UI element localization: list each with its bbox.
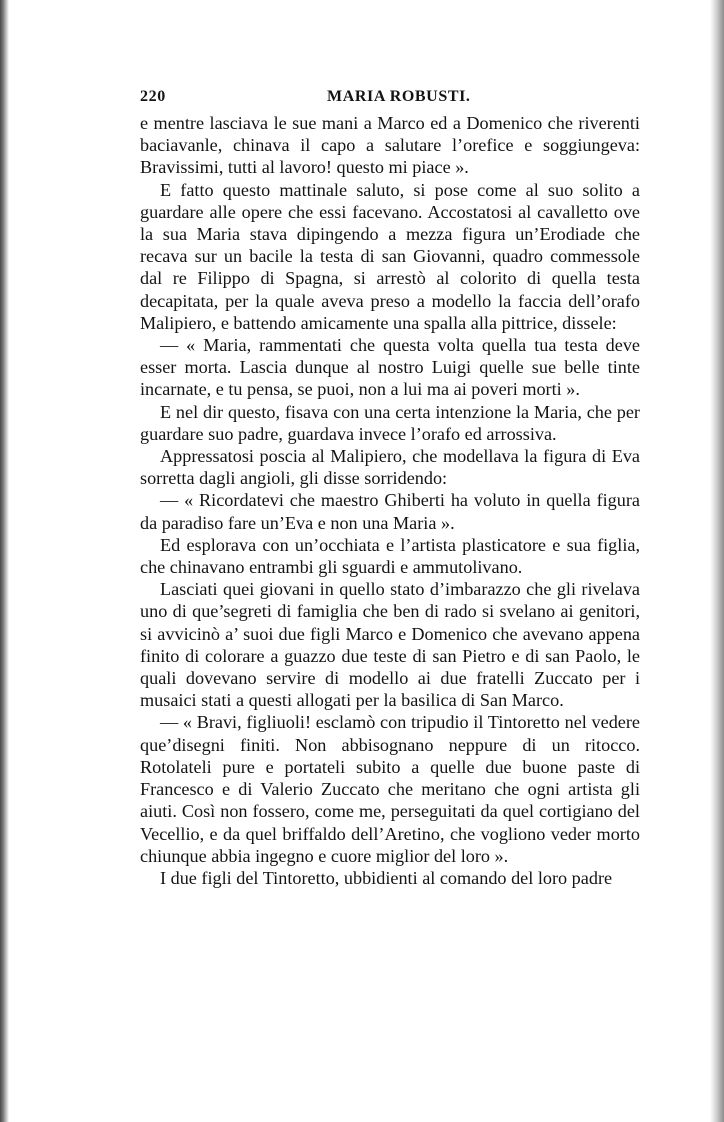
paragraph: Appressatosi poscia al Malipiero, che modellava la figura di Eva sorretta dagli angioli, gli disse sorridendo: (140, 446, 640, 489)
paragraph: Lasciati quei giovani in quello stato d’imbarazzo che gli rivelava uno di que’segreti di famiglia che ben di rado si svelano ai genitori, si avvicinò a’ suoi due figli Marco e Domenico che avevano appena finito di colorare a guazzo due teste di san Pietro e di san Paolo, le quali dovevano servire di modello ai due fratelli Zuccato per i musaici stati a questi allogati per la basilica di San Marco. (140, 579, 640, 711)
paragraph: — « Bravi, figliuoli! esclamò con tripudio il Tintoretto nel vedere que’disegni finiti. Non abbisognano neppure di un ritocco. Rotolateli pure e portateli subito a quelle due buone paste di Francesco e di Valerio Zuccato che meritano che ogni artista gli aiuti. Così non fossero, come me, perseguitati da quel cortigiano del Vecellio, e da quel briffaldo dell’Aretino, che vogliono veder morto chiunque abbia ingegno e cuore miglior del loro ». (140, 712, 640, 866)
paragraph: — « Ricordatevi che maestro Ghiberti ha voluto in quella figura da paradiso fare un’Eva e non una Maria ». (140, 490, 640, 533)
running-header (140, 88, 640, 112)
paragraph: Ed esplorava con un’occhiata e l’artista plasticatore e sua figlia, che chinavano entrambi gli sguardi e ammutolivano. (140, 534, 640, 578)
page-edge-shadow (710, 0, 724, 1122)
paragraph: E fatto questo mattinale saluto, si pose come al suo solito a guardare alle opere che essi facevano. Accostatosi al cavalletto ove la sua Maria stava dipingendo a mezza figura un’Erodiade che recava sur un bacile la testa di san Giovanni, quadro commessole dal re Filippo di Spagna, si arrestò al colorito di quella testa decapitata, per la quale aveva preso a modello la faccia dell’orafo Malipiero, e battendo amicamente una spalla alla pittrice, dissele: (140, 179, 640, 333)
paragraph: E nel dir questo, fisava con una certa intenzione la Maria, che per guardare suo padre, guardava invece l’orafo ed arrossiva. (140, 401, 640, 444)
paragraph: — « Maria, rammentati che questa volta quella tua testa deve esser morta. Lascia dunque al nostro Luigi quelle sue belle tinte incarnate, e tu pensa, se puoi, non a lui ma ai poveri morti ». (140, 335, 640, 400)
running-title: MARIA ROBUSTI. (327, 88, 471, 105)
body-text (140, 112, 640, 889)
page-gutter-shadow (0, 0, 9, 1122)
paragraph: e mentre lasciava le sue mani a Marco ed a Domenico che riverenti baciavanle, chinava il capo a salutare l’orefice e soggiungeva: Bravissimi, tutti al lavoro! questo mi piace ». (140, 113, 640, 178)
book-page (140, 88, 640, 889)
page-number: 220 (140, 88, 166, 105)
paragraph: I due figli del Tintoretto, ubbidienti al comando del loro padre (160, 867, 613, 888)
